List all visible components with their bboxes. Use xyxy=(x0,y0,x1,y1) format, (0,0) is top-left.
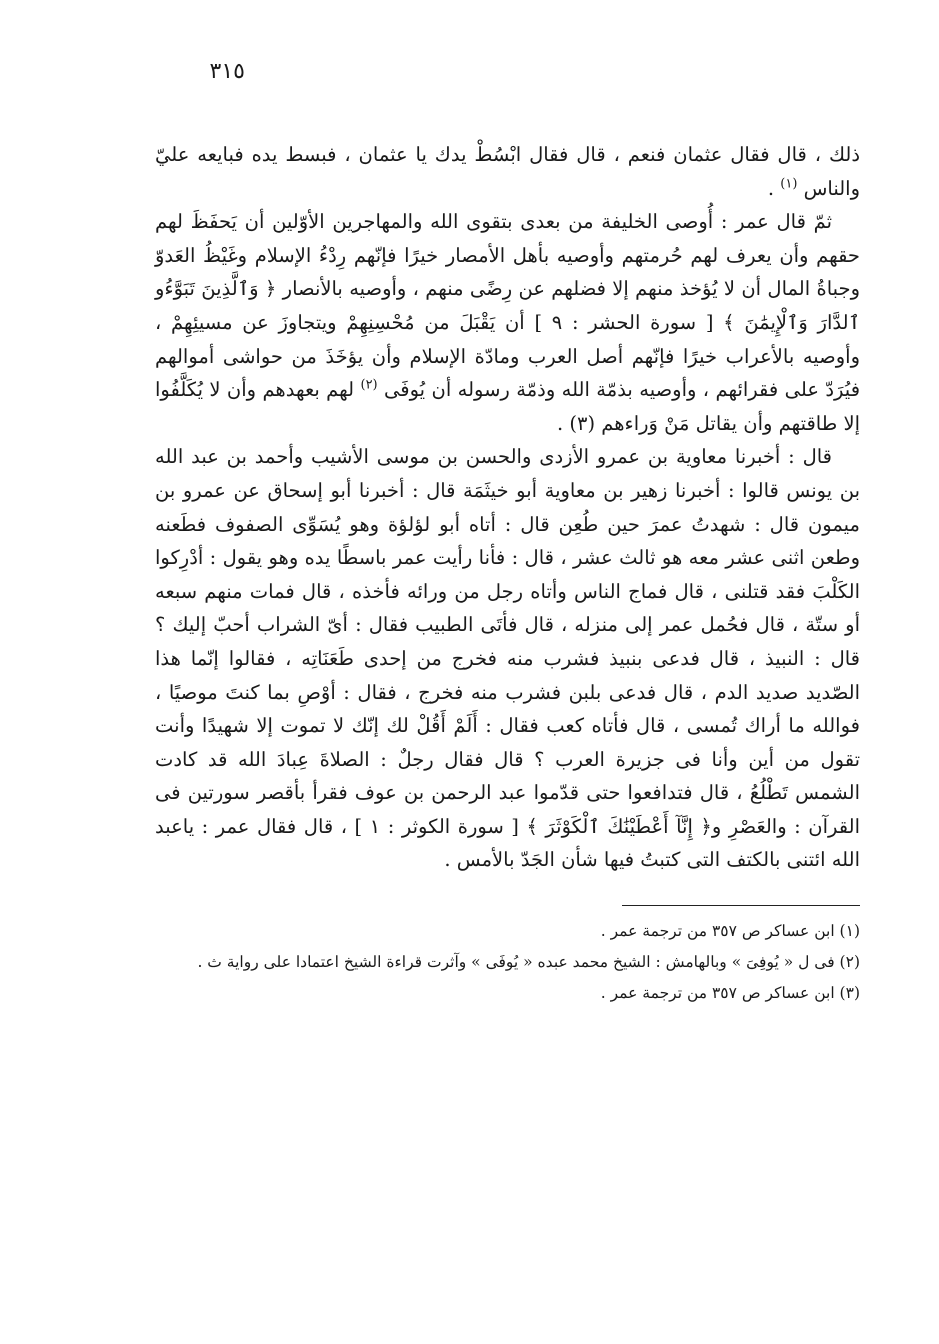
book-page xyxy=(155,50,860,1310)
paragraph-1 xyxy=(155,138,860,205)
footnote-2: (٢) فى ل « يُوفِىَ » وبالهامش : الشيخ محمد عبده « يُوفَى » وآثرت قراءة الشيخ اعتمادا على رواية ث . xyxy=(197,953,860,972)
paragraph-tail: لهم بعهدهم وأن لا يُكَلَّفُوا إلا طاقتهم وأن يقاتل مَنْ وَراءهم (٣) . xyxy=(155,378,860,435)
paragraph-2 xyxy=(155,205,860,440)
footnote-1: (١) ابن عساكر ص ٣٥٧ من ترجمة عمر . xyxy=(600,922,860,941)
footnote-reference: (٢) xyxy=(360,377,378,393)
footnote-divider xyxy=(622,905,860,906)
footnotes xyxy=(155,916,860,1009)
paragraph-tail: . xyxy=(767,176,781,200)
footnote-3: (٣) ابن عساكر ص ٣٥٧ من ترجمة عمر . xyxy=(600,984,860,1003)
paragraph-text: ذلك ، قال فقال عثمان فنعم ، قال فقال ابْسُطْ يدك يا عثمان ، فبسط يده فبايعه عليّ والناس xyxy=(155,143,860,200)
paragraph-3 xyxy=(155,440,860,877)
paragraph-text: قال : أخبرنا معاوية بن عمرو الأزدى والحسن بن موسى الأشيب وأحمد بن عبد الله بن يونس قالوا : أخبرنا زهير بن معاوية أبو خيثَمَة قال : أخبرنا أبو إسحاق عن عمرو بن ميمون قال : شهدتُ عمرَ حين طُعِن قال : أتاه أبو لؤلؤة وهو يُسَوِّى الصفوف فطَعنه وطعن اثنى عشر معه هو ثالث عشر ، قال : فأنا رأيت عمر باسطًا يده وهو يقول : أدْرِكوا الكَلْبَ فقد قتلنى ، قال فماج الناس وأتاه رجل من ورائه فأخذه ، قال فمات منهم سبعه أو ستّة ، قال فحُمل عمر إلى منزله ، قال فأتَى الطبيب فقال : أىّ الشراب أحبّ إليك ؟ قال : النبيذ ، قال فدعى بنبيذ فشرب منه فخرج من إحدى طَعَنَاتِه ، فقالوا إنّما هذا الصّديد صديد الدم ، قال فدعى بلبن فشرب منه فخرج ، فقال : أوْصِ بما كنتَ موصيًا ، فوالله ما أراك تُمسى ، قال فأتاه كعب فقال : أَلَمْ أَقُلْ لك إنّك لا تموت إلا شهيدًا وأنت تقول من أين وأنا فى جزيرة العرب ؟ قال فقال رجلٌ : الصلاةَ عِبادَ الله قد كادت الشمس تَطْلُعُ ، قال فتدافعوا حتى قدّموا عبد الرحمن بن عوف فقرأ بأقصر سورتين فى القرآن : والعَصْرِ و﴿ إِنَّآ أَعْطَيْنَٰكَ ٱلْكَوْثَرَ ﴾ [ سورة الكوثر : ١ ] ، قال فقال عمر : ياعبد الله ائتنى بالكتف التى كتبتُ فيها شأن الجَدّ بالأمس . xyxy=(155,445,860,872)
footnote-reference: (١) xyxy=(780,176,798,192)
main-text xyxy=(155,138,860,877)
page-number: ٣١٥ xyxy=(209,59,245,84)
paragraph-text: ثمّ قال عمر : أُوصى الخليفة من بعدى بتقوى الله والمهاجرين الأوّلين أن يَحفَظَ لهم حقهم وأن يعرف لهم حُرمتهم وأوصيه بأهل الأمصار خيرًا فإنّهم رِدْءُ الإسلام وغَيْظُ العَدوّ وجباةُ المال أن لا يُؤخذ منهم إلا فضلهم عن رِضًى منهم ، وأوصيه بالأنصار ﴿ وَٱلَّذِينَ تَبَوَّءُو ٱلدَّارَ وَٱلْإِيمَٰنَ ﴾ [ سورة الحشر : ٩ ] أن يَقْبَلَ من مُحْسِنِهِمْ ويتجاوزَ عن مسيئِهِمْ ، وأوصيه بالأعراب خيرًا فإنّهم أصل العرب ومادّة الإسلام وأن يؤخَذَ من حواشى أموالهم فيُرَدّ على فقرائهم ، وأوصيه بذمّة الله وذمّة رسوله أن يُوفَى xyxy=(155,210,861,402)
